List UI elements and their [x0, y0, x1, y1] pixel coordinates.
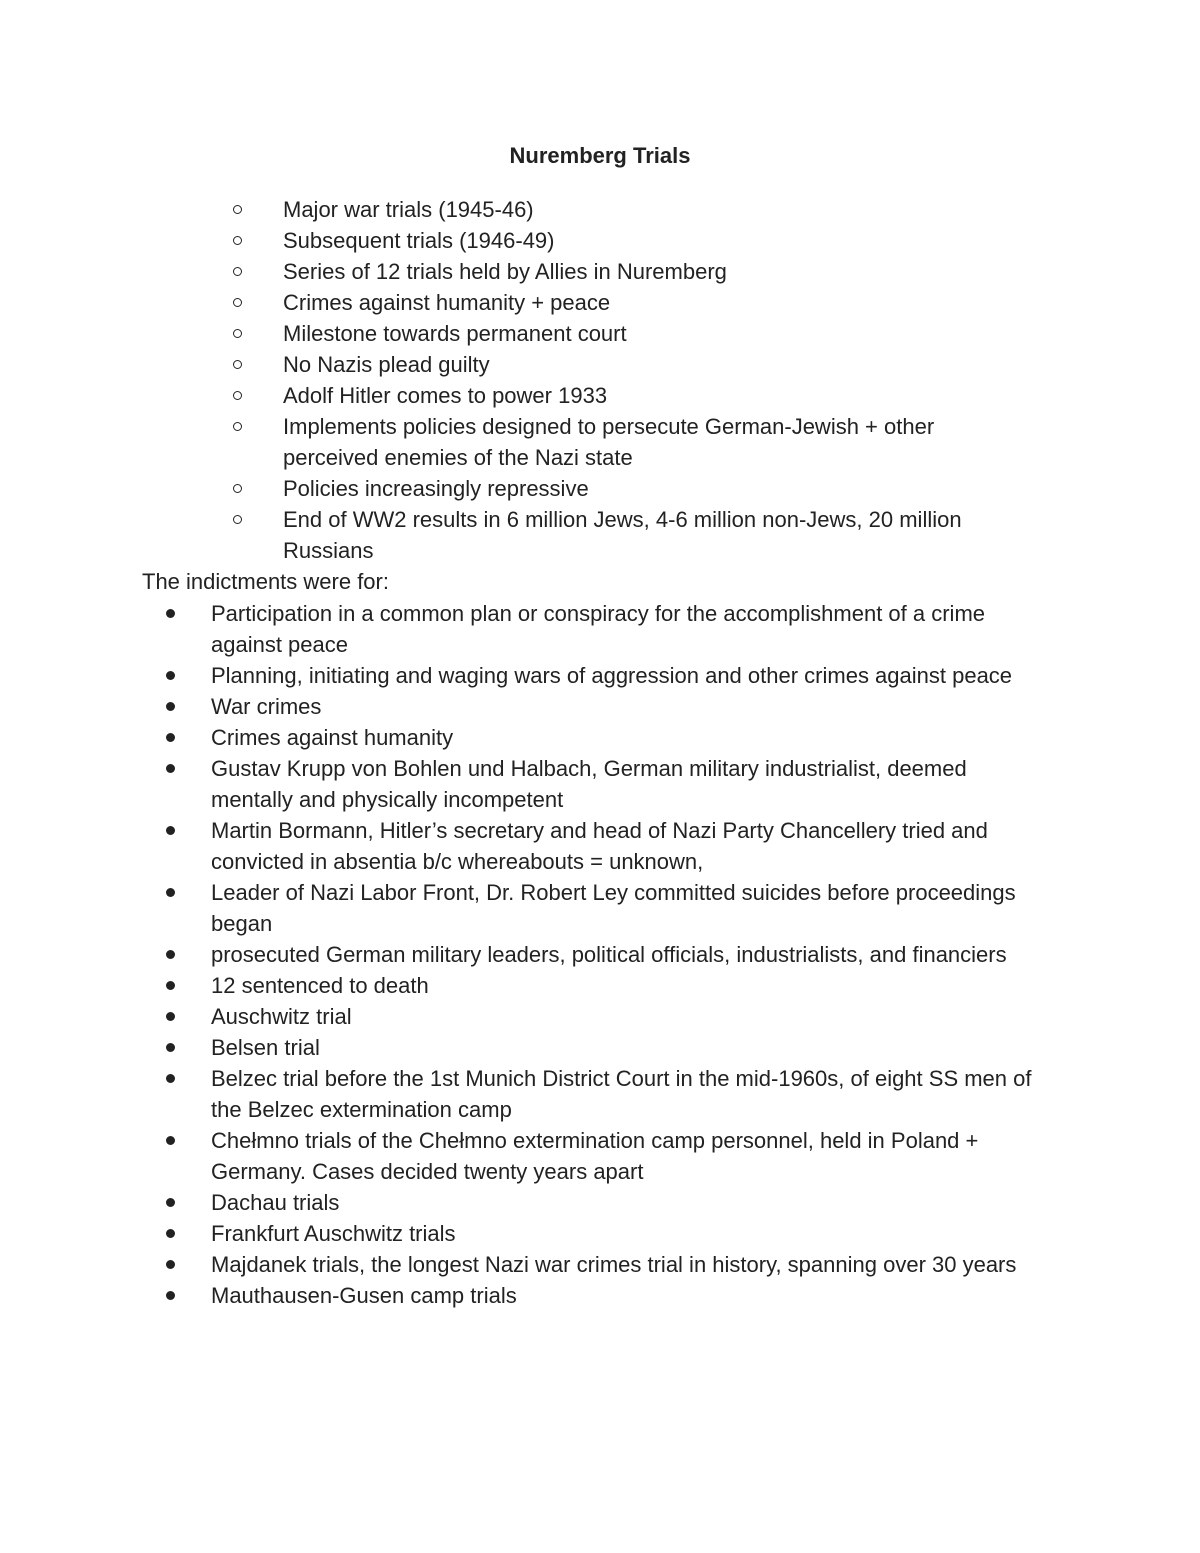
list-item-text: prosecuted German military leaders, political officials, industrialists, and financiers — [211, 942, 1007, 967]
list-item-text: Auschwitz trial — [211, 1004, 352, 1029]
list-item-text: War crimes — [211, 694, 322, 719]
list-item — [211, 970, 1051, 1001]
filled-circle-bullet-icon — [166, 764, 175, 773]
filled-circle-bullet-icon — [166, 671, 175, 680]
list-item — [283, 473, 1033, 504]
filled-circle-bullet-icon — [166, 1260, 175, 1269]
list-item-text: Mauthausen-Gusen camp trials — [211, 1283, 517, 1308]
list-item — [283, 411, 1033, 473]
list-item-text: Gustav Krupp von Bohlen und Halbach, German military industrialist, deemed mentally and physically incompetent — [211, 756, 967, 812]
list-item-text: Martin Bormann, Hitler’s secretary and head of Nazi Party Chancellery tried and convicted in absentia b/c whereabouts = unknown, — [211, 818, 988, 874]
list-item-text: Implements policies designed to persecute German-Jewish + other perceived enemies of the Nazi state — [283, 414, 935, 470]
list-item — [283, 194, 1033, 225]
filled-circle-bullet-icon — [166, 1043, 175, 1052]
list-item-text: 12 sentenced to death — [211, 973, 429, 998]
list-item-text: Frankfurt Auschwitz trials — [211, 1221, 456, 1246]
list-item-text: End of WW2 results in 6 million Jews, 4-6 million non-Jews, 20 million Russians — [283, 507, 962, 563]
list-item-text: Crimes against humanity — [211, 725, 454, 750]
list-item-text: Subsequent trials (1946-49) — [283, 228, 555, 253]
list-item — [211, 815, 1051, 877]
list-item-text: Series of 12 trials held by Allies in Nuremberg — [283, 259, 727, 284]
list-item — [211, 1001, 1051, 1032]
list-item — [283, 287, 1033, 318]
list-item-text: Belsen trial — [211, 1035, 320, 1060]
hollow-circle-bullet-icon — [233, 391, 242, 400]
hollow-circle-bullet-icon — [233, 205, 242, 214]
filled-circle-bullet-icon — [166, 826, 175, 835]
list-item-text: Chełmno trials of the Chełmno extermination camp personnel, held in Poland + Germany. Cases decided twenty years apart — [211, 1128, 979, 1184]
filled-circle-bullet-icon — [166, 609, 175, 618]
list-item-text: Milestone towards permanent court — [283, 321, 627, 346]
list-item-text: Crimes against humanity + peace — [283, 290, 611, 315]
list-item — [283, 504, 1033, 566]
filled-circle-bullet-icon — [166, 1074, 175, 1083]
list-item — [211, 1218, 1051, 1249]
filled-circle-bullet-icon — [166, 1198, 175, 1207]
list-item — [211, 877, 1051, 939]
list-item-text: Major war trials (1945-46) — [283, 197, 534, 222]
hollow-circle-bullet-icon — [233, 236, 242, 245]
filled-circle-bullet-icon — [166, 733, 175, 742]
filled-circle-bullet-icon — [166, 702, 175, 711]
list-item — [211, 1187, 1051, 1218]
list-item — [283, 349, 1033, 380]
list-item — [211, 598, 1051, 660]
hollow-circle-bullet-icon — [233, 515, 242, 524]
filled-circle-bullet-icon — [166, 1291, 175, 1300]
filled-circle-bullet-icon — [166, 888, 175, 897]
list-item-text: Belzec trial before the 1st Munich District Court in the mid-1960s, of eight SS men of the Belzec extermination camp — [211, 1066, 1032, 1122]
list-item-text: Leader of Nazi Labor Front, Dr. Robert Ley committed suicides before proceedings began — [211, 880, 1016, 936]
list-item-text: Dachau trials — [211, 1190, 340, 1215]
list-item — [211, 722, 1051, 753]
main-bullet-list — [0, 598, 1051, 1311]
list-item-text: No Nazis plead guilty — [283, 352, 490, 377]
hollow-circle-bullet-icon — [233, 484, 242, 493]
hollow-circle-bullet-icon — [233, 329, 242, 338]
hollow-circle-bullet-icon — [233, 298, 242, 307]
list-item — [283, 318, 1033, 349]
hollow-circle-bullet-icon — [233, 267, 242, 276]
list-item-text: Policies increasingly repressive — [283, 476, 589, 501]
hollow-circle-bullet-icon — [233, 360, 242, 369]
list-item — [211, 1125, 1051, 1187]
list-item — [283, 256, 1033, 287]
list-item-text: Planning, initiating and waging wars of aggression and other crimes against peace — [211, 663, 1013, 688]
list-item-text: Participation in a common plan or conspiracy for the accomplishment of a crime against peace — [211, 601, 986, 657]
list-item — [211, 1249, 1051, 1280]
list-item — [211, 691, 1051, 722]
list-item — [211, 1032, 1051, 1063]
list-item — [283, 225, 1033, 256]
list-item — [211, 660, 1051, 691]
filled-circle-bullet-icon — [166, 981, 175, 990]
list-item-text: Majdanek trials, the longest Nazi war crimes trial in history, spanning over 30 years — [211, 1252, 1017, 1277]
list-item-text: Adolf Hitler comes to power 1933 — [283, 383, 608, 408]
page-title: Nuremberg Trials — [509, 143, 691, 168]
indictments-intro: The indictments were for: — [142, 569, 389, 594]
list-item — [211, 939, 1051, 970]
filled-circle-bullet-icon — [166, 1229, 175, 1238]
list-item — [211, 1280, 1051, 1311]
sub-bullet-list — [0, 194, 1033, 566]
filled-circle-bullet-icon — [166, 1136, 175, 1145]
hollow-circle-bullet-icon — [233, 422, 242, 431]
filled-circle-bullet-icon — [166, 950, 175, 959]
filled-circle-bullet-icon — [166, 1012, 175, 1021]
list-item — [211, 753, 1051, 815]
list-item — [211, 1063, 1051, 1125]
list-item — [283, 380, 1033, 411]
